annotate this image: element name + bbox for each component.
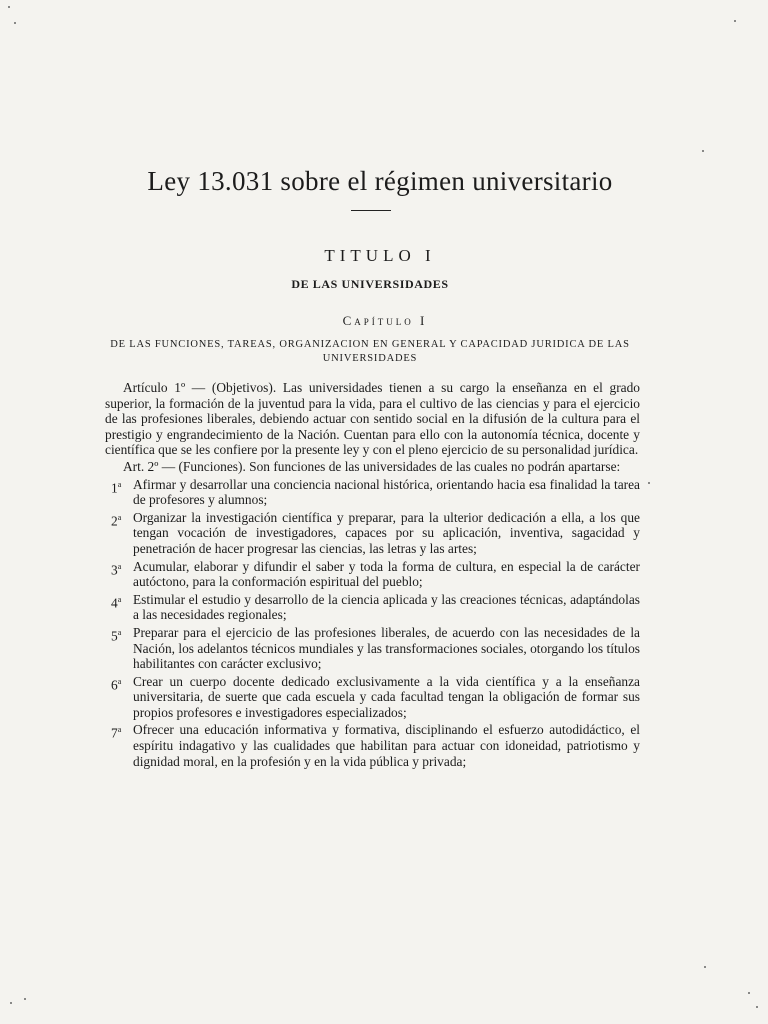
articulo-1: Artículo 1º — (Objetivos). Las universidades tienen a su cargo la enseñanza en el grado superior, la formación de la juventud para la vida, para el cultivo de las ciencias y para el ejercicio de las profesiones liberales, debiendo actuar con sentido social en la difusión de la cultura para el prestigio y engrandecimiento de la Nación. Cuentan para ello con la autonomía técnica, docente y científica que se les confiere por la presente ley y con el pleno ejercicio de su personalidad jurídica.: [105, 380, 640, 458]
item-number: 4$^a$: [111, 594, 122, 611]
capitulo-description: DE LAS FUNCIONES, TAREAS, ORGANIZACION EN GENERAL Y CAPACIDAD JURIDICA DE LAS UNIVERSIDADES: [110, 339, 630, 364]
title-divider: [351, 210, 391, 211]
list-item: [105, 559, 640, 590]
item-number: 5$^a$: [111, 627, 122, 644]
list-item: [105, 674, 640, 721]
item-number: 1$^a$: [111, 479, 122, 496]
document-body: [105, 380, 640, 771]
scan-speck: [648, 482, 650, 484]
funciones-list: [105, 477, 640, 770]
item-number: 2$^a$: [111, 512, 122, 529]
scan-speck: [748, 992, 750, 994]
scan-speck: [14, 22, 16, 24]
titulo-heading: TITULO I: [324, 246, 436, 265]
item-text: Afirmar y desarrollar una conciencia nacional histórica, orientando hacia esa finalidad la tarea de profesores y alumnos;: [133, 476, 640, 508]
scan-speck: [756, 1006, 758, 1008]
item-text: Ofrecer una educación informativa y formativa, disciplinando el esfuerzo autodidáctico, el espíritu indagativo y las cualidades que habilitan para actuar con idoneidad, patriotismo y dignidad moral, en la profesión y en la vida pública y privada;: [133, 722, 640, 769]
list-item: [105, 510, 640, 557]
capitulo-heading: Capítulo I: [342, 313, 428, 328]
list-item: [105, 722, 640, 769]
item-text: Acumular, elaborar y difundir el saber y toda la forma de cultura, en especial la de carácter autóctono, para la conformación espiritual del pueblo;: [133, 558, 640, 590]
scan-speck: [702, 150, 704, 152]
scan-speck: [10, 1002, 12, 1004]
scan-speck: [734, 20, 736, 22]
item-text: Preparar para el ejercicio de las profesiones liberales, de acuerdo con las necesidades de la Nación, los adelantos técnicos mundiales y las transformaciones sociales, otorgando los títulos habilitantes con carácter exclusivo;: [133, 624, 640, 672]
list-item: [105, 477, 640, 508]
item-text: Estimular el estudio y desarrollo de la ciencia aplicada y las creaciones técnicas, adaptándolas a las necesidades regionales;: [133, 591, 640, 623]
scan-speck: [8, 6, 10, 8]
page-title: Ley 13.031 sobre el régimen universitario: [147, 166, 613, 196]
item-text: Organizar la investigación científica y preparar, para la ulterior dedicación a ella, a los que tengan vocación de investigadores, capaces por su aplicación, inventiva, sagacidad y penetración de hacer progresar las ciencias, las letras y las artes;: [133, 509, 640, 556]
scan-speck: [24, 998, 26, 1000]
list-item: [105, 592, 640, 623]
item-text: Crear un cuerpo docente dedicado exclusivamente a la vida científica y a la enseñanza universitaria, de suerte que cada escuela y cada facultad tengan la obligación de formar sus propios profesores e investigadores especializados;: [133, 673, 640, 720]
item-number: 3$^a$: [111, 561, 122, 577]
titulo-subheading: DE LAS UNIVERSIDADES: [291, 277, 449, 291]
list-item: [105, 625, 640, 672]
item-number: 7$^a$: [111, 725, 122, 741]
item-number: 6$^a$: [111, 676, 122, 693]
scan-speck: [704, 966, 706, 968]
articulo-2: Art. 2º — (Funciones). Son funciones de las universidades de las cuales no podrán apartarse:: [123, 458, 621, 474]
